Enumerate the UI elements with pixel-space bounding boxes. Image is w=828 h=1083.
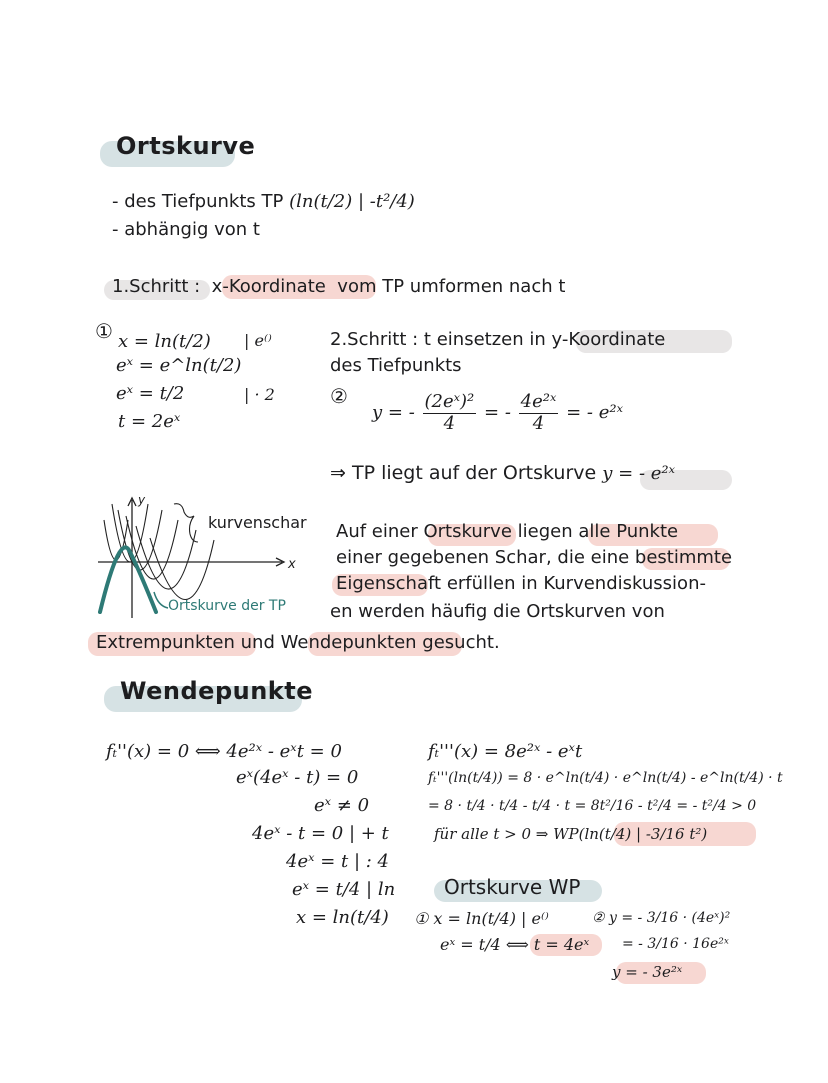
definition-line-4: en werden häufig die Ortskurven von — [330, 601, 665, 622]
bullet-tiefpunkt — [112, 192, 415, 213]
def-l2-a: einer gegebenen Schar, die eine — [336, 547, 630, 568]
step1-line-2: eˣ = e^ln(t/2) — [116, 355, 242, 376]
wp-right-line-4: für alle t > 0 ⇒ WP(ln(t/4) | -3/16 t²) — [434, 825, 708, 843]
def-l5-mid: und — [240, 632, 275, 653]
step2-den1: 4 — [443, 412, 456, 434]
wp-step-1: ① x = ln(t/4) | e⁽⁾ — [414, 909, 549, 928]
step2-label: 2.Schritt : t einsetzen in — [330, 329, 546, 350]
step1-line-4: t = 2eˣ — [118, 411, 181, 432]
step1-op-1: | e⁽⁾ — [244, 331, 272, 350]
sketch-curve-3 — [126, 516, 178, 579]
wp-step-2-hl: t = 4eˣ — [533, 935, 590, 954]
step1-heading — [112, 277, 565, 298]
step2-den2: 4 — [532, 412, 545, 434]
definition-line-1 — [336, 522, 678, 543]
wp-left-line-6: eˣ = t/4 | ln — [292, 879, 396, 900]
step2-mid: = - — [484, 402, 511, 424]
definition-line-2 — [336, 548, 732, 569]
step2-circle: ② — [330, 384, 348, 408]
wp-step-4: = - 3/16 · 16e²ˣ — [622, 936, 729, 952]
step2-highlight: y-Koordinate — [551, 329, 666, 350]
step1-op-2: | · 2 — [244, 385, 275, 404]
conclusion-text: ⇒ TP liegt auf der Ortskurve — [330, 462, 597, 484]
def-l1-a: Auf einer — [336, 521, 418, 542]
definition-line-5 — [96, 633, 500, 654]
wp-left-line-7: x = ln(t/4) — [296, 907, 389, 928]
sketch-x-label: x — [288, 557, 296, 572]
step2-y: y = - — [372, 402, 415, 424]
wp-right-line-3: = 8 · t/4 · t/4 - t/4 · t = 8t²/16 - t²/4 = - t²/4 > 0 — [428, 798, 757, 814]
definition-line-3 — [336, 574, 706, 595]
wp-step-2-a: eˣ = t/4 ⟺ — [440, 935, 529, 954]
sketch-curve-5 — [150, 538, 214, 600]
step1-line-1: x = ln(t/2) — [118, 331, 211, 352]
ortskurve-tp-label: Ortskurve der TP — [168, 598, 286, 614]
step2-line2: des Tiefpunkts — [330, 355, 462, 376]
conclusion — [330, 463, 675, 485]
def-l1-b: liegen — [517, 521, 573, 542]
wp-step-3: ② y = - 3/16 · (4eˣ)² — [592, 910, 731, 926]
wp-step-5: y = - 3e²ˣ — [612, 963, 683, 981]
section-title-wendepunkte: Wendepunkte — [120, 677, 313, 705]
def-l5-hl1: Extrempunkten — [96, 632, 235, 653]
wp-left-line-5: 4eˣ = t | : 4 — [286, 851, 389, 872]
wp-left-line-4: 4eˣ - t = 0 | + t — [252, 823, 389, 844]
step1-highlight: x-Koordinate — [211, 276, 326, 297]
def-l5-hl2: Wendepunkten — [280, 632, 417, 653]
sketch-y-label: y — [138, 493, 146, 507]
bullet-tiefpunkt-text: - des Tiefpunkts TP — [112, 191, 284, 212]
def-l3-hl: Eigenschaft — [336, 573, 442, 594]
wp-right-line-1: fₜ'''(x) = 8e²ˣ - eˣt — [428, 741, 583, 762]
bullet-abhaengig: - abhängig von t — [112, 219, 260, 240]
step1-rest: vom TP umformen nach t — [337, 276, 566, 297]
step2-fraction-1 — [423, 392, 477, 434]
wp-left-line-2: eˣ(4eˣ - t) = 0 — [236, 767, 359, 788]
step2-fraction-2 — [519, 392, 559, 434]
wp-left-line-1: fₜ''(x) = 0 ⟺ 4e²ˣ - eˣt = 0 — [106, 741, 342, 762]
step1-circle: ① — [95, 319, 113, 343]
wp-left-line-3: eˣ ≠ 0 — [314, 795, 370, 816]
ortskurve-wp-title: Ortskurve WP — [444, 875, 581, 899]
tiefpunkt-coordinates: (ln(t/2) | -t²/4) — [289, 191, 415, 212]
step2-heading — [330, 330, 665, 351]
sketch-ortskurve-pointer — [154, 592, 168, 608]
step1-line-3: eˣ = t/2 — [116, 383, 185, 404]
wp-step-2 — [440, 936, 589, 954]
step2-num2: 4e²ˣ — [520, 391, 557, 412]
wp-right-line-2: fₜ'''(ln(t/4)) = 8 · e^ln(t/4) · e^ln(t/4) - e^ln(t/4) · t — [428, 770, 783, 786]
step1-label: 1.Schritt : — [112, 276, 201, 297]
step2-equation — [372, 392, 623, 434]
sketch-ortskurve — [100, 547, 156, 612]
step2-num1: (2eˣ)² — [424, 391, 475, 412]
def-l3-b: erfüllen in Kurvendiskussion- — [446, 573, 706, 594]
kurvenschar-label: kurvenschar — [208, 513, 307, 532]
def-l1-c: alle Punkte — [578, 521, 679, 542]
def-l1-hl: Ortskurve — [423, 521, 512, 542]
def-l2-hl: bestimmte — [634, 547, 733, 568]
step2-result: = - e²ˣ — [566, 402, 623, 424]
conclusion-formula: y = - e²ˣ — [602, 463, 676, 484]
def-l5-end: gesucht. — [422, 632, 500, 653]
section-title-ortskurve: Ortskurve — [116, 132, 256, 160]
